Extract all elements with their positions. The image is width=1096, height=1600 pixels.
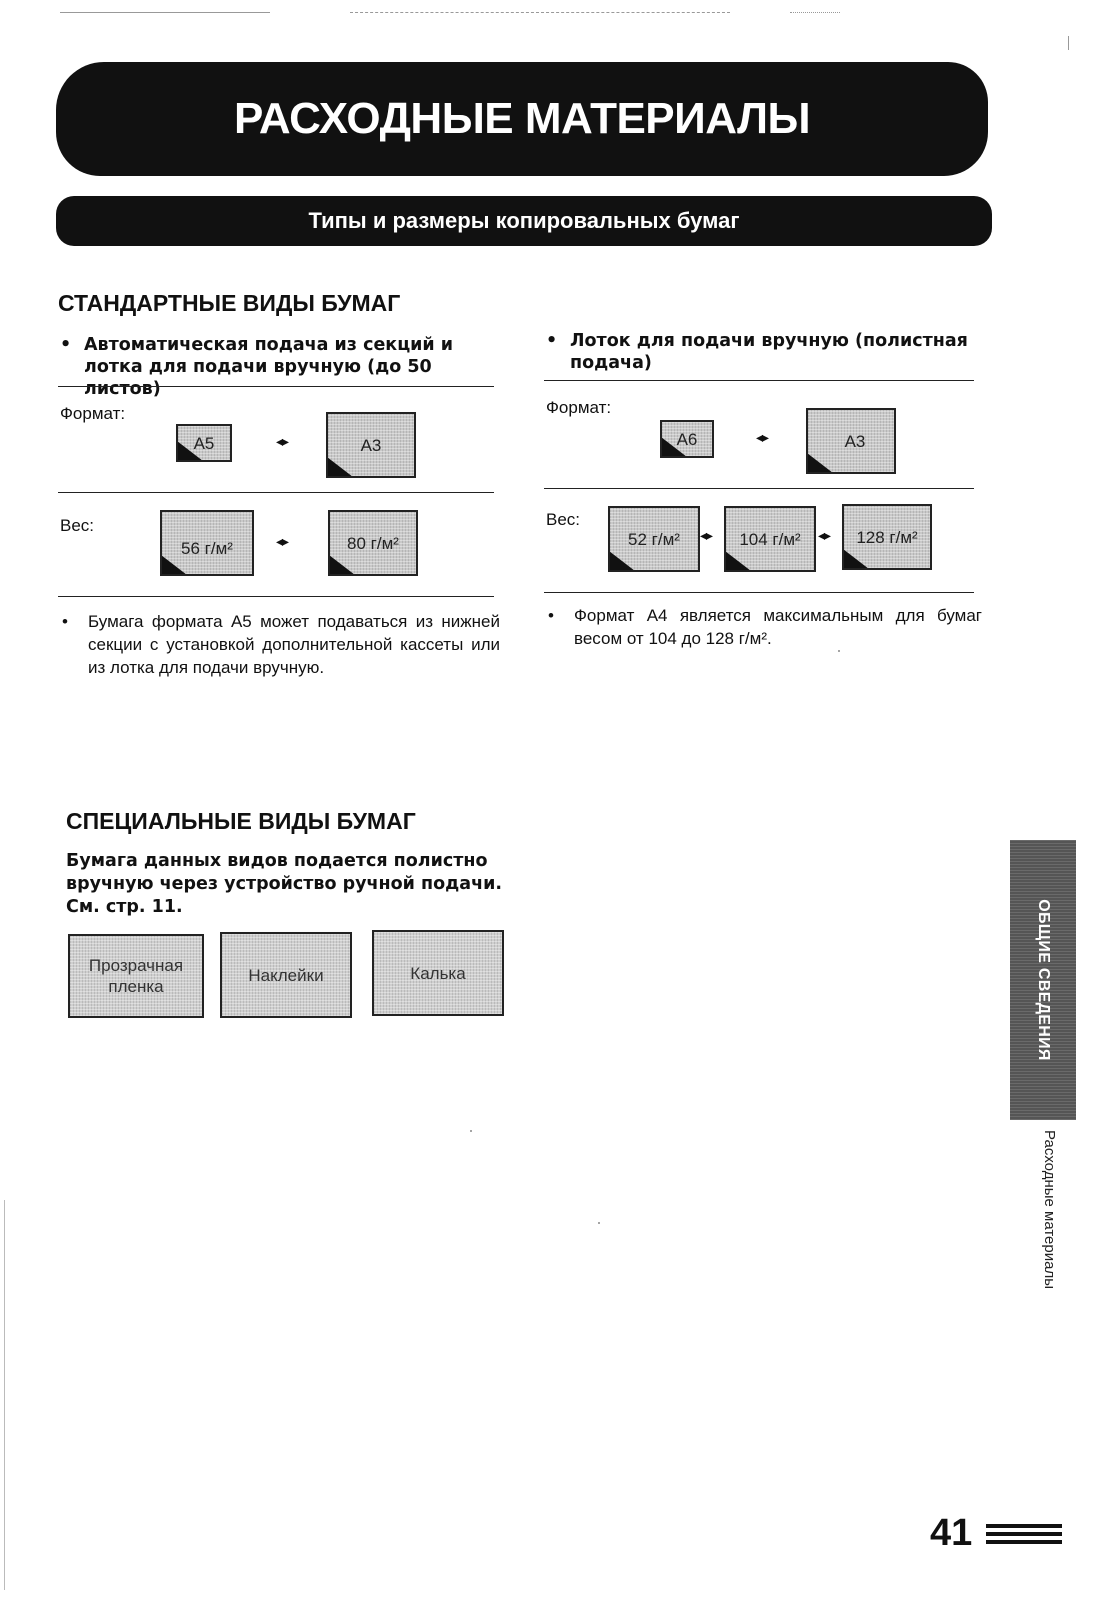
paper-128gsm xyxy=(842,504,932,570)
title-banner xyxy=(56,62,988,176)
special-paper-label: Калька xyxy=(410,963,466,983)
page-title: РАСХОДНЫЕ МАТЕРИАЛЫ xyxy=(233,94,811,143)
side-caption-label: Расходные материалы xyxy=(1041,1130,1058,1289)
folded-corner-icon xyxy=(843,549,869,569)
special-heading: СПЕЦИАЛЬНЫЕ ВИДЫ БУМАГ xyxy=(66,808,416,834)
arrows-icon: ◂▸ xyxy=(276,534,289,550)
paper-label: 52 г/м² xyxy=(628,529,680,549)
folded-corner-icon xyxy=(327,457,353,477)
paper-label: 80 г/м² xyxy=(347,533,399,553)
arrows-icon: ◂▸ xyxy=(700,528,713,544)
subtitle-banner xyxy=(56,196,992,246)
special-paper-transparency xyxy=(68,934,204,1018)
section-tab-label: ОБЩИЕ СВЕДЕНИЯ xyxy=(1035,899,1052,1061)
paper-a3 xyxy=(326,412,416,478)
paper-label: A6 xyxy=(676,429,698,449)
arrows-icon: ◂▸ xyxy=(756,430,769,446)
paper-label: 104 г/м² xyxy=(739,529,801,549)
page-number-rule xyxy=(986,1540,1062,1544)
left-bullet-heading: • Автоматическая подача из секций и лотка для подачи вручную (до 50 листов) xyxy=(58,334,510,400)
divider xyxy=(58,492,494,493)
paper-label: A5 xyxy=(193,433,215,453)
paper-a5 xyxy=(176,424,232,462)
scan-artifact-line xyxy=(60,12,270,13)
divider xyxy=(544,592,974,593)
paper-80gsm xyxy=(328,510,418,576)
scan-artifact-line xyxy=(350,12,730,13)
scan-edge-line xyxy=(4,1200,5,1590)
scan-artifact-line xyxy=(790,12,840,13)
left-note: • Бумага формата A5 может подаваться из нижней секции с установкой дополнительной кассеты или из лотка для подачи вручную. xyxy=(60,610,500,679)
special-paper-label: Наклейки xyxy=(248,965,324,985)
paper-label: 128 г/м² xyxy=(856,527,918,547)
paper-label: 56 г/м² xyxy=(181,538,233,558)
special-paper-labels xyxy=(220,932,352,1018)
folded-corner-icon xyxy=(329,555,355,575)
scan-artifact-line xyxy=(1068,36,1069,50)
right-note: • Формат A4 является максимальным для бумаг весом от 104 до 128 г/м². xyxy=(546,604,982,650)
side-caption xyxy=(1030,1130,1070,1310)
paper-label: A3 xyxy=(844,431,866,451)
page-number: 41 xyxy=(930,1512,973,1554)
folded-corner-icon xyxy=(807,453,833,473)
special-description: Бумага данных видов подается полистно вручную через устройство ручной подачи. См. стр. 11. xyxy=(66,851,503,917)
divider xyxy=(58,386,494,387)
paper-56gsm xyxy=(160,510,254,576)
page-number-rule xyxy=(986,1532,1062,1536)
weight-label: Вес: xyxy=(546,510,581,529)
special-paper-label: Прозрачная пленка xyxy=(88,956,184,996)
page-subtitle: Типы и размеры копировальных бумаг xyxy=(308,208,740,233)
weight-label: Вес: xyxy=(60,516,95,535)
format-label: Формат: xyxy=(546,398,612,417)
folded-corner-icon xyxy=(609,551,635,571)
arrows-icon: ◂▸ xyxy=(818,528,831,544)
paper-a3 xyxy=(806,408,896,474)
scan-speck xyxy=(598,1222,600,1224)
paper-104gsm xyxy=(724,506,816,572)
divider xyxy=(544,488,974,489)
scan-speck xyxy=(838,650,840,652)
paper-a6 xyxy=(660,420,714,458)
standard-heading: СТАНДАРТНЫЕ ВИДЫ БУМАГ xyxy=(58,290,401,316)
section-tab xyxy=(1010,840,1076,1120)
paper-52gsm xyxy=(608,506,700,572)
folded-corner-icon xyxy=(725,551,751,571)
format-label: Формат: xyxy=(60,404,126,423)
paper-label: A3 xyxy=(360,435,382,455)
page-number-rule xyxy=(986,1524,1062,1528)
divider xyxy=(544,380,974,381)
scan-speck xyxy=(470,1130,472,1132)
right-bullet-heading: • Лоток для подачи вручную (полистная подача) xyxy=(544,330,976,374)
arrows-icon: ◂▸ xyxy=(276,434,289,450)
divider xyxy=(58,596,494,597)
special-paper-tracing xyxy=(372,930,504,1016)
